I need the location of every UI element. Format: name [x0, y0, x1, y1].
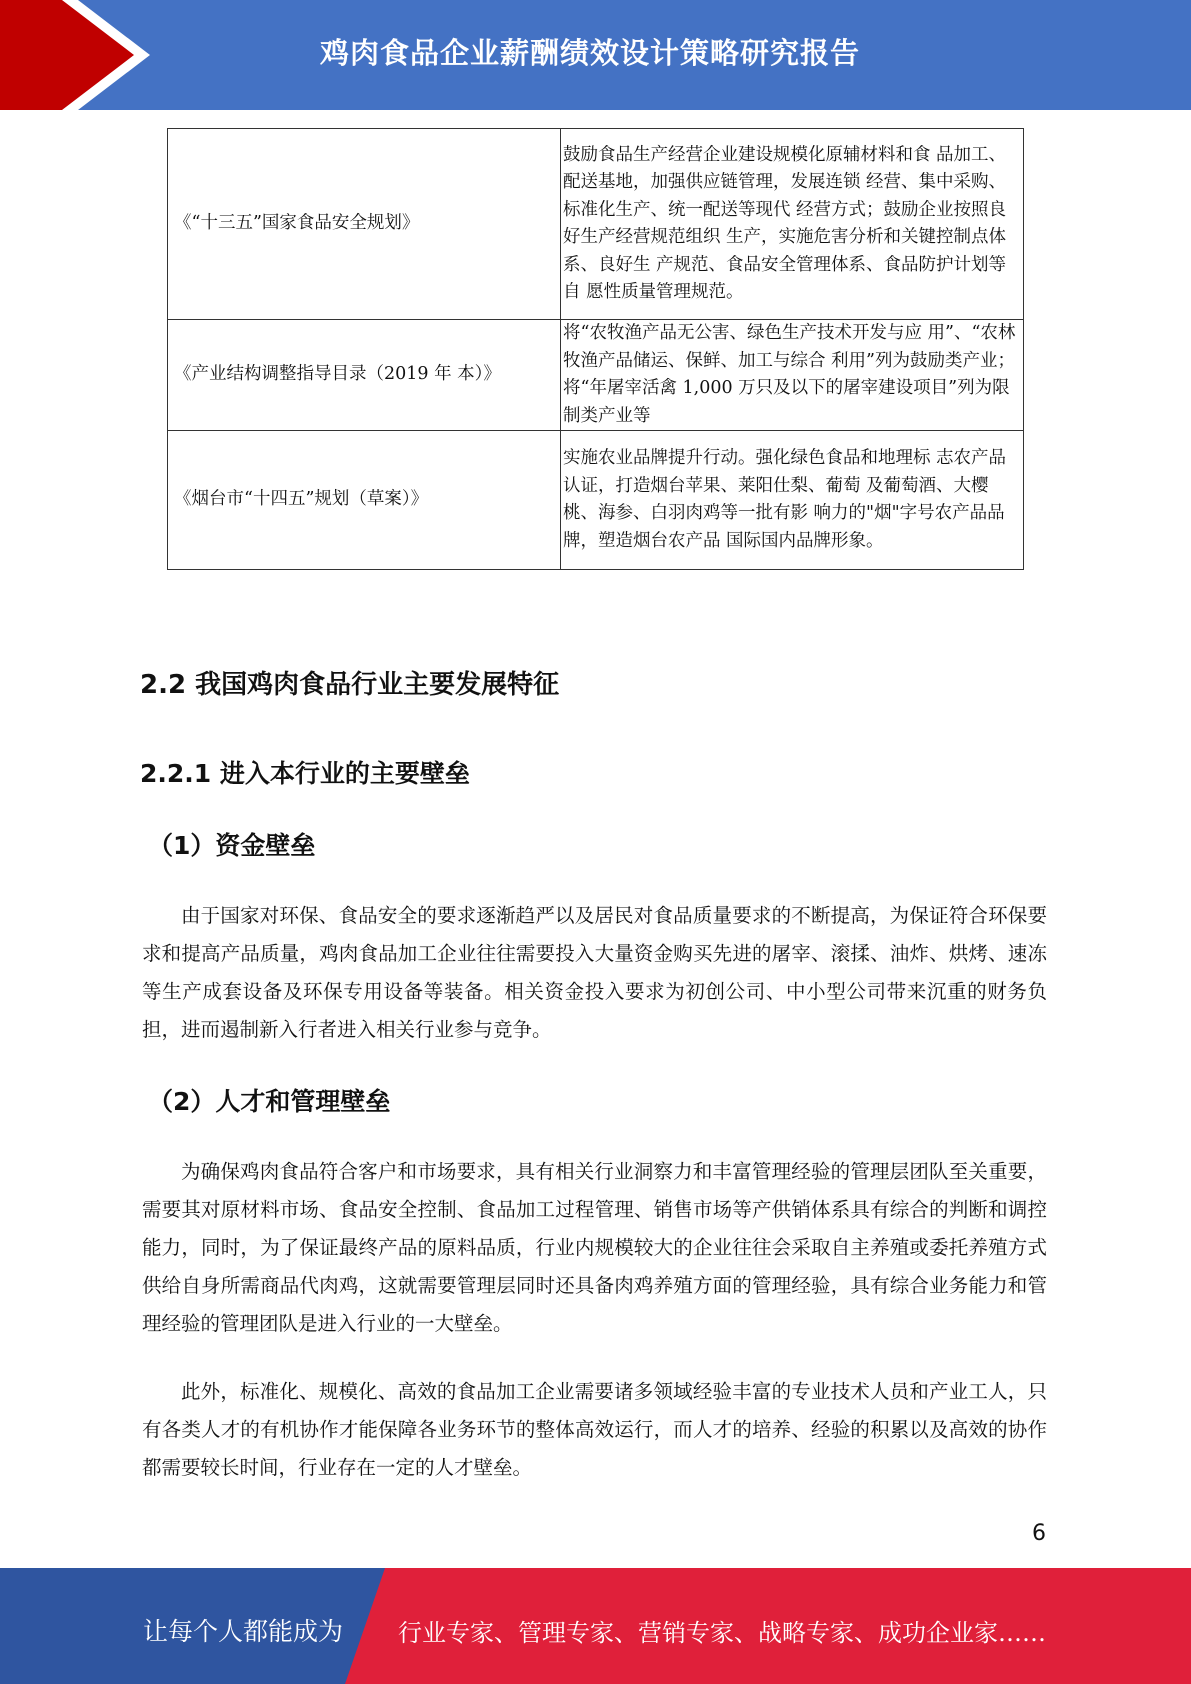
talent-barrier-paragraph: 为确保鸡肉食品符合客户和市场要求，具有相关行业洞察力和丰富管理经验的管理层团队至关重要，需要其对原材料市场、食品安全控制、食品加工过程管理、销售市场等产供销体系具有综合的判断和调控能力，同时，为了保证最终产品的原料品质，行业内规模较大的企业往往会采取自主养殖或委托养殖方式供给自身所需商品代肉鸡，这就需要管理层同时还具备肉鸡养殖方面的管理经验，具有综合业务能力和管理经验的管理团队是进入行业的一大壁垒。: [142, 1160, 1047, 1335]
table-row: [168, 129, 1024, 320]
footer-slogan-left: 让每个人都能成为: [143, 1617, 344, 1646]
policy-name: 《“十三五”国家食品安全规划》: [168, 129, 561, 320]
policy-table: [167, 128, 1024, 570]
policy-name: 《产业结构调整指导目录（2019 年 本）》: [168, 320, 561, 431]
policy-name: 《烟台市“十四五”规划（草案）》: [168, 431, 561, 570]
footer-slogan-right: 行业专家、管理专家、营销专家、战略专家、成功企业家……: [398, 1619, 1046, 1647]
table-row: [168, 320, 1024, 431]
subsection-heading: 2.2.1 进入本行业的主要壁垒: [140, 759, 470, 788]
capital-barrier-paragraph: 由于国家对环保、食品安全的要求逐渐趋严以及居民对食品质量要求的不断提高，为保证符合环保要求和提高产品质量，鸡肉食品加工企业往往需要投入大量资金购买先进的屠宰、滚揉、油炸、烘烤、速冻等生产成套设备及环保专用设备等装备。相关资金投入要求为初创公司、中小型公司带来沉重的财务负担，进而遏制新入行者进入相关行业参与竞争。: [142, 904, 1047, 1041]
header-banner: [0, 0, 1191, 110]
table-row: [168, 431, 1024, 570]
talent-barrier-heading: （2）人才和管理壁垒: [148, 1087, 391, 1116]
policy-description: 实施农业品牌提升行动。强化绿色食品和地理标 志农产品认证，打造烟台苹果、莱阳仕梨、葡萄 及葡萄酒、大樱桃、海参、白羽肉鸡等一批有影 响力的"烟"字号农产品品牌，塑造烟台农产品 国际国内品牌形象。: [561, 431, 1024, 570]
policy-description: 鼓励食品生产经营企业建设规模化原辅材料和食 品加工、配送基地，加强供应链管理，发展连锁 经营、集中采购、标准化生产、统一配送等现代 经营方式；鼓励企业按照良好生产经营规范组织 生产，实施危害分析和关键控制点体系、良好生 产规范、食品安全管理体系、食品防护计划等自 愿性质量管理规范。: [561, 129, 1024, 320]
page-number: 6: [1032, 1521, 1046, 1546]
document-title: 鸡肉食品企业薪酬绩效设计策略研究报告: [320, 36, 861, 70]
header-red-arrow: [0, 0, 145, 110]
policy-description: 将“农牧渔产品无公害、绿色生产技术开发与应 用”、“农林牧渔产品储运、保鲜、加工与综合 利用”列为鼓励类产业；将“年屠宰活禽 1,000 万只及以下的屠宰建设项目”列为限制类产业等: [561, 320, 1024, 431]
capital-barrier-heading: （1）资金壁垒: [148, 831, 316, 860]
section-heading: 2.2 我国鸡肉食品行业主要发展特征: [140, 670, 560, 700]
talent-barrier-paragraph-2: 此外，标准化、规模化、高效的食品加工企业需要诸多领域经验丰富的专业技术人员和产业工人，只有各类人才的有机协作才能保障各业务环节的整体高效运行，而人才的培养、经验的积累以及高效的协作都需要较长时间，行业存在一定的人才壁垒。: [142, 1380, 1047, 1479]
footer-banner: [0, 1568, 1191, 1684]
